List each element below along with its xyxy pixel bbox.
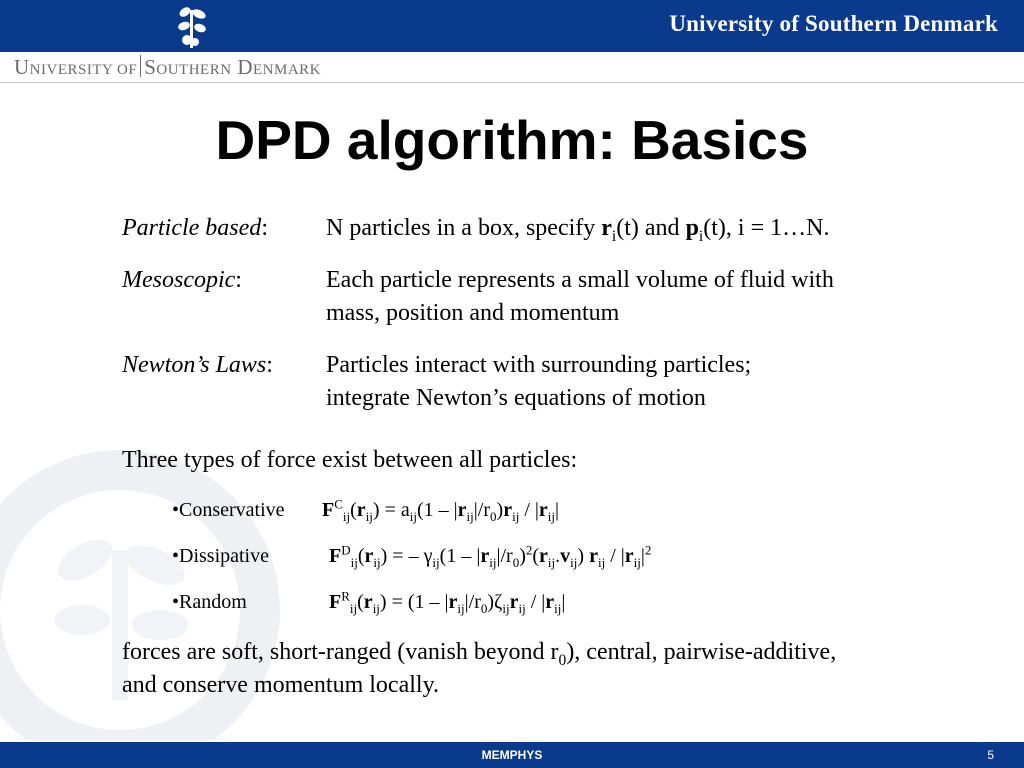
- header-divider: [0, 82, 1024, 83]
- force-formula: $F^R_{ij}(r_{ij}) = (1 - |r_{ij}|/r_0)\zeta_{ij}r_{ij} / |r_{ij}|$: [329, 588, 566, 616]
- desc-text: (t), i = 1…N.: [703, 215, 830, 241]
- wordmark-part: U: [14, 55, 30, 79]
- force-label: •Random: [172, 591, 247, 613]
- desc-text: (t) and: [616, 215, 686, 241]
- wordmark-part: OUTHERN: [156, 62, 232, 78]
- desc-line: mass, position and momentum: [326, 300, 620, 326]
- desc-subscript: i: [698, 227, 704, 245]
- force-superscript: C: [334, 496, 343, 512]
- term-text: Particle based: [122, 215, 262, 241]
- tree-icon: [165, 0, 219, 52]
- definition-term: [122, 349, 322, 382]
- university-name: University of Southern Denmark: [669, 11, 998, 36]
- desc-symbol: r: [601, 215, 612, 241]
- definition-description: [326, 264, 966, 330]
- force-formula: $F^D_{ij}(r_{ij})$ = – $\gamma_{ij}(1 - |r_{ij}|/r_0)^2(r_{ij}.v_{ij})$ $r_{ij} / |r_{ij}|^2$: [329, 542, 652, 570]
- force-label: •Conservative: [172, 499, 285, 521]
- force-formula: $F^C_{ij}(r_{ij}) = a_{ij}(1 - |r_{ij}|/r_0)r_{ij} / |r_{ij}|$: [322, 496, 560, 524]
- desc-text: N particles in a box, specify: [326, 215, 602, 241]
- university-logo: [165, 0, 219, 52]
- header-bar: [0, 0, 1024, 52]
- force-conservative: [172, 496, 560, 524]
- slide-title: DPD algorithm: Basics: [215, 109, 809, 171]
- desc-symbol: p: [685, 215, 699, 241]
- page-number: 5: [987, 748, 994, 762]
- footer-title: MEMPHYS: [481, 748, 543, 762]
- definition-description: [326, 349, 966, 415]
- conclusion-line: and conserve momentum locally.: [122, 672, 440, 698]
- footer-bar: [0, 742, 1024, 768]
- term-colon: :: [235, 267, 242, 293]
- term-text: Newton’s Laws: [122, 352, 267, 378]
- wordmark-part: S: [144, 55, 157, 79]
- forces-conclusion: [122, 636, 992, 702]
- wordmark-part: D: [231, 55, 253, 79]
- desc-line: Particles interact with surrounding particles;: [326, 352, 752, 378]
- conclusion-line: [122, 636, 992, 669]
- definition-term: [122, 264, 322, 297]
- force-random: [172, 588, 566, 616]
- force-superscript: R: [341, 588, 350, 604]
- conclusion-subscript: 0: [558, 651, 567, 669]
- wordmark-part: NIVERSITY OF: [29, 62, 138, 78]
- definition-term: [122, 212, 322, 245]
- force-superscript: D: [341, 542, 351, 558]
- wordmark-divider: [140, 55, 141, 77]
- desc-subscript: i: [611, 227, 617, 245]
- desc-line: integrate Newton’s equations of motion: [326, 385, 706, 411]
- force-dissipative: [172, 542, 652, 570]
- term-colon: :: [261, 215, 268, 241]
- wordmark-part: ENMARK: [252, 62, 321, 78]
- term-colon: :: [266, 352, 273, 378]
- conclusion-text: ), central, pairwise-additive,: [566, 639, 837, 665]
- conclusion-text: forces are soft, short-ranged (vanish beyond r: [122, 639, 559, 665]
- term-text: Mesoscopic: [122, 267, 236, 293]
- definition-description: [326, 212, 966, 245]
- university-wordmark: [14, 55, 321, 80]
- forces-intro: Three types of force exist between all particles:: [122, 447, 578, 473]
- force-label: •Dissipative: [172, 545, 269, 567]
- desc-line: Each particle represents a small volume of fluid with: [326, 267, 834, 293]
